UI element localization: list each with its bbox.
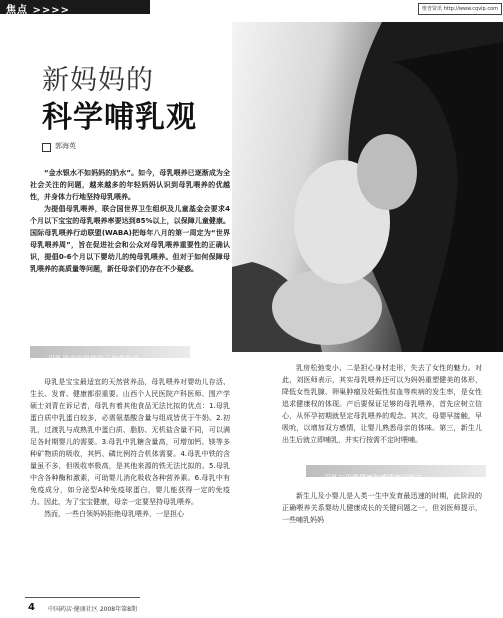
body-column-left — [30, 376, 230, 520]
source-stamp: 维普资讯 http://www.cqvip.com — [418, 3, 502, 15]
article-intro — [30, 167, 230, 275]
body-paragraph: 然而，一些白领妈妈拒绝母乳喂养，一是担心 — [44, 510, 184, 518]
author-marker-icon — [42, 143, 51, 152]
article-author: 郭海英 — [55, 142, 76, 150]
intro-paragraph: 为提倡母乳喂养，联合国世界卫生组织及儿童基金会要求4个月以下宝宝的母乳喂养率要达到85%以上，以保障儿童健康。国际母乳喂养行动联盟(WABA)把每年八月的第一周定为“世界母乳喂养周”，旨在促进社会和公众对母乳喂养重要性的正确认识，提倡0-6个月以下婴幼儿的纯母乳喂养。但对于如何保障母乳喂养的高质量等问题，新任母亲们仍存在不少疑惑。 — [30, 205, 230, 273]
mother-baby-photo — [232, 22, 503, 352]
page-number: 4 — [28, 602, 35, 613]
section-heading: 母乳与母婴健康和感情密切相关 — [324, 474, 422, 482]
section-heading-bar — [30, 346, 190, 363]
body-column-right — [282, 362, 482, 446]
footer-publication: 中国药店·健康社区 2008年第8期 — [48, 606, 137, 613]
section-banner-label: 焦点 >>>> — [6, 5, 70, 16]
body-paragraph: 新生儿及小婴儿是人类一生中发育最迅速的时期，此阶段的正确喂养关系婴幼儿健康成长的关键问题之一，但刘医师提示，一些哺乳妈妈 — [282, 492, 482, 524]
body-paragraph: 母乳是宝宝最适宜的天然营养品，母乳喂养对婴幼儿存活、生长、发育、健康都很重要。山西个人民医院产科医师、围产学硕士刘青在诉记者，母乳有着其他食品无法比拟的优点：1.母乳蛋白质中乳蛋白较多，必需氨基酸含量与组成皆优于牛奶。2.初乳，过渡乳与成熟乳中蛋白质、脂肪、无机盐含量不同，可以满足各时期婴儿的需要。3.母乳中乳糖含量高，可增加钙、镁等多种矿物质的吸收，其钙、磷比例符合机体需要。4.母乳中铁的含量虽不多，但吸收率极高，是其他来源的铁无法比拟的。5.母乳中含各种酶和激素，可助婴儿消化吸收各种营养素。6.母乳中有免疫成分，如分泌型A种免疫球蛋白，婴儿能获得一定的免疫力。因此，为了宝宝健康，母亲一定要坚持母乳喂养。 — [30, 378, 230, 506]
body-column-right-lower — [282, 490, 482, 526]
body-paragraph: 乳房松弛变小、二是担心身材走形，失去了女性的魅力。对此，刘医师表示，其实母乳喂养还可以为妈妈重塑健美的体形，降低女性乳腺、卵巢肿瘤及妊娠性贫血等疾病的发生率，是女性追求健康权的体现。产后要保证足够的母乳喂养，首先应树立信心，从怀孕初期就坚定母乳喂养的观念。其次，母婴早接触，早吸吮，以增加双方感情，让婴儿熟悉母亲的体味。第三，新生儿出生后就立即哺乳，并实行按需不定时喂哺。 — [282, 364, 482, 444]
article-title-line2: 科学哺乳观 — [42, 100, 197, 135]
intro-paragraph: “金水银水不如妈妈的奶水”。如今，母乳喂养已逐渐成为全社会关注的问题，越来越多的年轻妈妈认识到母乳喂养的优越性，并身体力行地坚持母乳喂养。 — [30, 169, 230, 201]
photo-illustration — [232, 22, 503, 352]
section-heading-bar — [306, 465, 486, 482]
footer-divider — [25, 597, 140, 598]
section-heading: 母乳是宝宝最佳的天然营养品 — [48, 355, 139, 363]
article-title-line1: 新妈妈的 — [42, 65, 154, 96]
